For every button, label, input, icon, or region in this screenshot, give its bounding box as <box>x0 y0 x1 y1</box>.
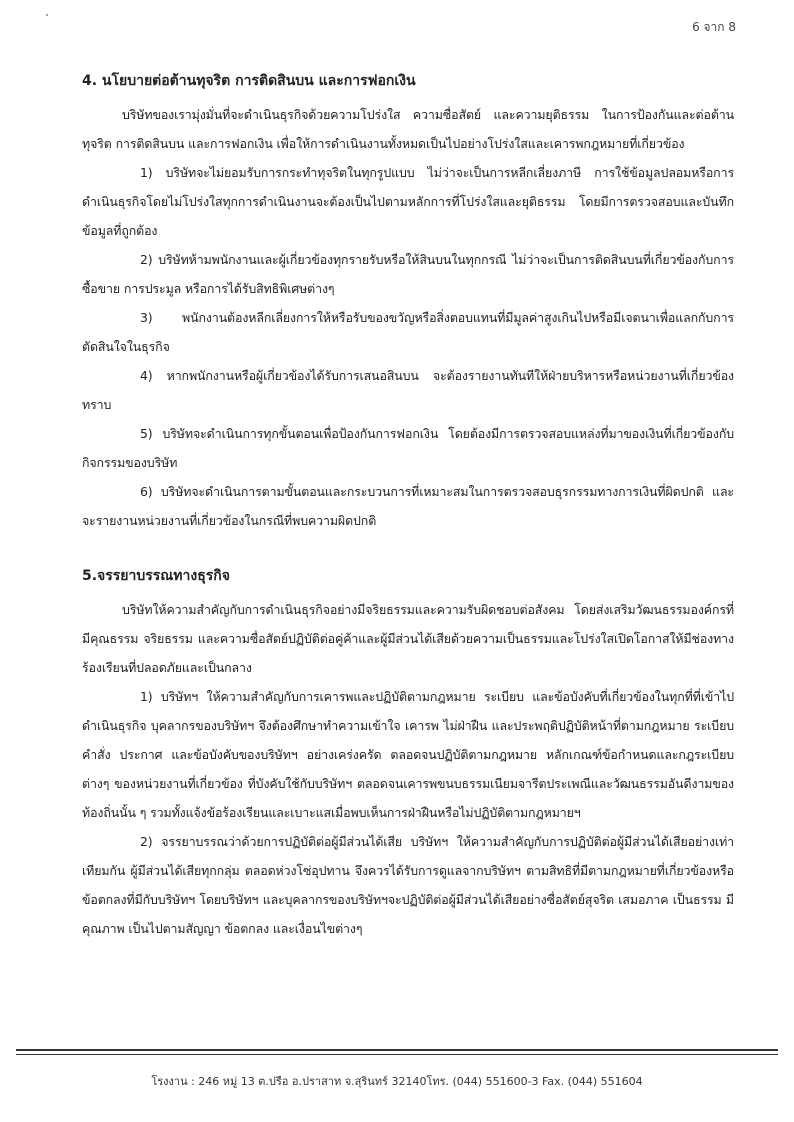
footer-divider <box>16 1049 778 1051</box>
section-heading: 5.จรรยาบรรณทางธุรกิจ <box>82 568 230 584</box>
section-intro: บริษัทของเรามุ่งมั่นที่จะดำเนินธุรกิจด้วยความโปร่งใส ความซื่อสัตย์ และความยุติธรรม ในการป้องกันและต่อต้านทุจริต การติดสินบน และการฟอกเงิน เพื่อให้การดำเนินงานทั้งหมดเป็นไปอย่างโปร่งใสและเคารพกฎหมายที่เกี่ยวข้อง <box>82 107 734 151</box>
policy-item: 1) บริษัทจะไม่ยอมรับการกระทำทุจริตในทุกรูปแบบ ไม่ว่าจะเป็นการหลีกเลี่ยงภาษี การใช้ข้อมูลปลอมหรือการดำเนินธุรกิจโดยไม่โปร่งใสทุกการดำเนินงานจะต้องเป็นไปตามหลักการที่โปร่งใสและยุติธรรม โดยมีการตรวจสอบและบันทึกข้อมูลที่ถูกต้อง <box>82 165 734 238</box>
ethics-item: 1) บริษัทฯ ให้ความสำคัญกับการเคารพและปฏิบัติตามกฎหมาย ระเบียบ และข้อบังคับที่เกี่ยวข้องในทุกที่ที่เข้าไปดำเนินธุรกิจ บุคลากรของบริษัทฯ จึงต้องศึกษาทำความเข้าใจ เคารพ ไม่ฝ่าฝืน และประพฤติปฏิบัติหน้าที่ตามกฎหมาย ระเบียบ คำสั่ง ประกาศ และข้อบังคับของบริษัทฯ อย่างเคร่งครัด ตลอดจนปฏิบัติตามกฎหมาย หลักเกณฑ์ข้อกำหนดและกฎระเบียบต่างๆ ของหน่วยงานที่เกี่ยวข้อง ที่บังคับใช้กับบริษัทฯ ตลอดจนเคารพขนบธรรมเนียมจารีตประเพณีและวัฒนธรรมอันดีงามของท้องถิ่นนั้น ๆ รวมทั้งแจ้งข้อร้องเรียนและเบาะแสเมื่อพบเห็นการฝ่าฝืนหรือไม่ปฏิบัติตามกฎหมายฯ <box>82 689 734 820</box>
policy-item: 4) หากพนักงานหรือผู้เกี่ยวข้องได้รับการเสนอสินบน จะต้องรายงานทันทีให้ฝ่ายบริหารหรือหน่วยงานที่เกี่ยวข้องทราบ <box>82 368 734 412</box>
policy-item: 5) บริษัทจะดำเนินการทุกขั้นตอนเพื่อป้องกันการฟอกเงิน โดยต้องมีการตรวจสอบแหล่งที่มาของเงินที่เกี่ยวข้องกับกิจกรรมของบริษัท <box>82 426 734 470</box>
policy-item: 3) พนักงานต้องหลีกเลี่ยงการให้หรือรับของขวัญหรือสิ่งตอบแทนที่มีมูลค่าสูงเกินไปหรือมีเจตนาเพื่อแลกกับการตัดสินใจในธุรกิจ <box>82 310 734 354</box>
section-heading: 4. นโยบายต่อต้านทุจริต การติดสินบน และการฟอกเงิน <box>82 73 416 89</box>
document-body <box>82 68 734 943</box>
scan-dot <box>46 14 48 16</box>
policy-item: 2) บริษัทห้ามพนักงานและผู้เกี่ยวข้องทุกรายรับหรือให้สินบนในทุกกรณี ไม่ว่าจะเป็นการติดสินบนที่เกี่ยวข้องกับการซื้อขาย การประมูล หรือการได้รับสิทธิพิเศษต่างๆ <box>82 252 734 296</box>
ethics-item: 2) จรรยาบรรณว่าด้วยการปฏิบัติต่อผู้มีส่วนได้เสีย บริษัทฯ ให้ความสำคัญกับการปฏิบัติต่อผู้มีส่วนได้เสียอย่างเท่าเทียมกัน ผู้มีส่วนได้เสียทุกกลุ่ม ตลอดห่วงโซ่อุปทาน จึงควรได้รับการดูแลจากบริษัทฯ ตามสิทธิที่มีตามกฎหมายที่เกี่ยวข้องหรือข้อตกลงที่มีกับบริษัทฯ โดยบริษัทฯ และบุคลากรของบริษัทฯจะปฏิบัติต่อผู้มีส่วนได้เสียอย่างซื่อสัตย์สุจริต เสมอภาค เป็นธรรม มีคุณภาพ เป็นไปตามสัญญา ข้อตกลง และเงื่อนไขต่างๆ <box>82 834 734 936</box>
section-intro: บริษัทให้ความสำคัญกับการดำเนินธุรกิจอย่างมีจริยธรรมและความรับผิดชอบต่อสังคม โดยส่งเสริมวัฒนธรรมองค์กรที่มีคุณธรรม จริยธรรม และความซื่อสัตย์ปฏิบัติต่อคู่ค้าและผู้มีส่วนได้เสียด้วยความเป็นธรรมและโปร่งใสเปิดโอกาสให้มีช่องทางร้องเรียนที่ปลอดภัยและเป็นกลาง <box>82 602 734 675</box>
policy-item: 6) บริษัทจะดำเนินการตามขั้นตอนและกระบวนการที่เหมาะสมในการตรวจสอบธุรกรรมทางการเงินที่ผิดปกติ และจะรายงานหน่วยงานที่เกี่ยวข้องในกรณีที่พบความผิดปกติ <box>82 484 734 528</box>
section-business-ethics <box>82 563 734 943</box>
footer-address: โรงงาน : 246 หมู่ 13 ต.ปรือ อ.ปราสาท จ.สุรินทร์ 32140โทร. (044) 551600-3 Fax. (044) 551604 <box>151 1075 643 1088</box>
footer-divider-thin <box>16 1054 778 1055</box>
page-number: 6 จาก 8 <box>692 20 736 34</box>
section-anti-corruption <box>82 68 734 535</box>
